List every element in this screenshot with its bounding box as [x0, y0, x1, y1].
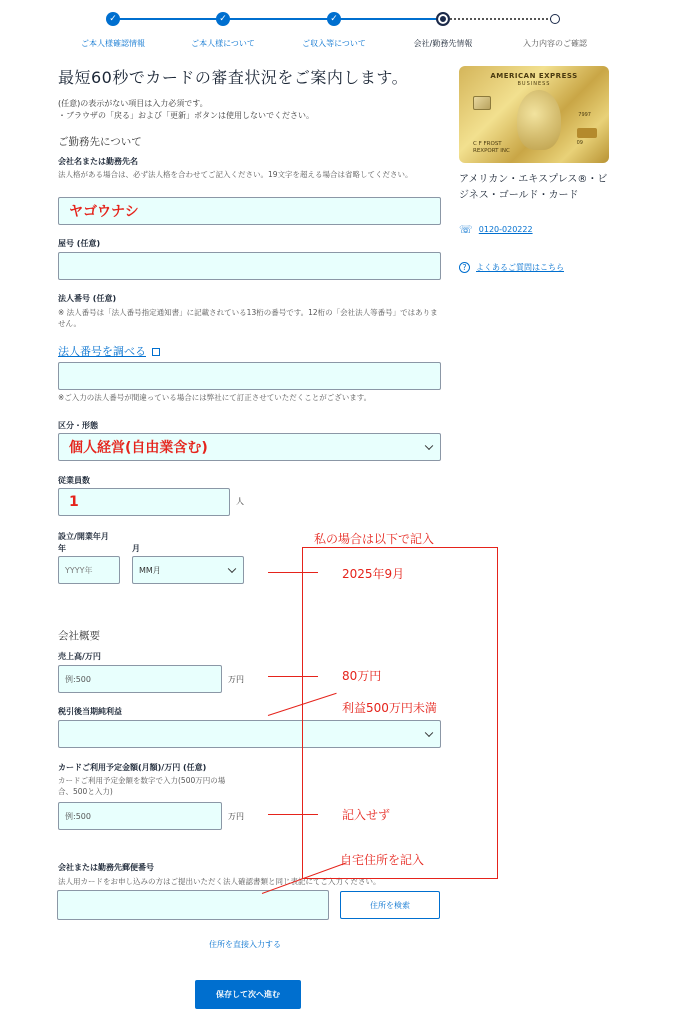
phone-icon: ☏ [459, 223, 473, 236]
company-name-label: 会社名または勤務先名 [58, 157, 138, 166]
annotation-sales: 80万円 [342, 669, 382, 683]
chevron-down-icon [425, 442, 433, 450]
step-1-complete-icon: ✓ [106, 12, 120, 26]
employees-label: 従業員数 [58, 476, 90, 485]
step-4-label: 会社/勤務先情報 [413, 39, 473, 48]
established-month-label: 月 [132, 544, 140, 553]
business-type-label: 区分・形態 [58, 421, 98, 430]
step-5-future-icon [550, 14, 560, 24]
page-title: 最短60秒でカードの審査状況をご案内します。 [58, 68, 409, 87]
card-sub-brand: BUSINESS [517, 81, 551, 87]
sales-label: 売上高/万円 [58, 652, 101, 661]
corporate-number-help: ※ 法人番号は「法人番号指定通知書」に記載されている13桁の番号です。12桁の「会社法人等番号」ではありません。 [58, 308, 438, 328]
corporate-number-lookup-text[interactable]: 法人番号を調べる [58, 345, 146, 358]
corporate-number-footnote: ※ご入力の法人番号が間違っている場合には弊社にて訂正させていただくことがございます。 [58, 393, 372, 402]
card-brand: AMERICAN EXPRESS [490, 72, 578, 80]
established-year-input[interactable]: YYYY年 [58, 556, 120, 584]
external-link-icon[interactable] [152, 348, 160, 356]
direct-address-entry-link[interactable]: 住所を直接入力する [209, 940, 281, 949]
browser-warning-note: ・ブラウザの「戻る」および「更新」ボタンは使用しないでください。 [58, 111, 314, 120]
step-3-complete-icon: ✓ [327, 12, 341, 26]
stepper-progress-line [113, 18, 443, 20]
annotation-usage: 記入せず [342, 808, 391, 822]
card-holder-line1: C F FROST [473, 141, 502, 147]
card-chip-icon [473, 96, 491, 110]
card-logo-icon [577, 128, 597, 138]
step-3-label[interactable]: ご収入等について [302, 39, 366, 48]
corporate-number-input[interactable] [58, 362, 441, 390]
company-name-help: 法人格がある場合は、必ず法人格を合わせてご記入ください。19文字を超える場合は省略してください。 [58, 170, 413, 179]
company-name-input[interactable]: ヤゴウナシ [58, 197, 441, 225]
step-2-complete-icon: ✓ [216, 12, 230, 26]
centurion-icon [517, 90, 561, 150]
postal-label: 会社または勤務先郵便番号 [58, 863, 154, 872]
sales-unit: 万円 [228, 675, 244, 684]
stepper-remaining-line [443, 18, 555, 20]
step-2-label[interactable]: ご本人様について [191, 39, 255, 48]
established-year-label: 年 [58, 544, 66, 553]
required-note: (任意)の表示がない項目は入力必須です。 [58, 99, 208, 108]
annotation-established: 2025年9月 [342, 567, 405, 581]
step-5-label: 入力内容のご確認 [523, 39, 587, 48]
established-label: 設立/開業年月 [58, 532, 109, 541]
phone-number[interactable]: 0120-020222 [478, 225, 533, 234]
annotation-profit: 利益500万円未満 [342, 701, 437, 715]
annotation-line [268, 572, 318, 573]
employer-section-heading: ご勤務先について [58, 136, 142, 148]
step-1-label[interactable]: ご本人様確認情報 [81, 39, 145, 48]
card-name: アメリカン・エキスプレス®・ビジネス・ゴールド・カード [459, 174, 608, 201]
annotation-box-title: 私の場合は以下で記入 [314, 532, 435, 546]
employees-unit: 人 [236, 497, 244, 506]
planned-usage-label: カードご利用予定金額(月額)/万円 (任意) [58, 763, 207, 772]
planned-usage-unit: 万円 [228, 812, 244, 821]
established-month-value: MM月 [139, 565, 161, 575]
corporate-number-lookup-link[interactable] [58, 343, 160, 359]
step-4-current-icon [436, 12, 450, 26]
faq-link[interactable] [459, 262, 564, 273]
address-search-button[interactable]: 住所を検索 [340, 891, 440, 919]
card-number-partial: 7997 [578, 112, 591, 118]
faq-text[interactable]: よくあるご質問はこちら [476, 263, 564, 272]
corporate-number-label: 法人番号 (任意) [58, 294, 117, 303]
trade-name-input[interactable] [58, 252, 441, 280]
business-type-select[interactable] [58, 433, 441, 461]
annotation-postal: 自宅住所を記入 [340, 853, 425, 867]
established-month-select[interactable] [132, 556, 244, 584]
annotation-line [268, 814, 318, 815]
postal-help: 法人用カードをお申し込みの方はご提出いただく法人確認書類と同じ表記にてご入力ください。 [58, 877, 381, 886]
annotation-line [268, 676, 318, 677]
card-image [459, 66, 609, 163]
phone-link[interactable] [459, 223, 533, 236]
company-overview-heading: 会社概要 [58, 630, 100, 642]
help-circle-icon: ? [459, 262, 470, 273]
planned-usage-input[interactable]: 例:500 [58, 802, 222, 830]
save-and-next-button[interactable]: 保存して次へ進む [195, 980, 301, 1009]
business-type-value: 個人経営(自由業含む) [69, 440, 208, 456]
chevron-down-icon [228, 565, 236, 573]
sales-input[interactable]: 例:500 [58, 665, 222, 693]
card-expiry: 09 [576, 140, 583, 146]
employees-input[interactable]: 1 [58, 488, 230, 516]
postal-input[interactable] [57, 890, 329, 920]
card-holder-line2: REXPORT INC [473, 148, 510, 154]
card-holder [473, 141, 510, 155]
net-income-label: 税引後当期純利益 [58, 707, 122, 716]
trade-name-label: 屋号 (任意) [58, 239, 101, 248]
planned-usage-help-line1: カードご利用予定金額を数字で入力(500万円の場 [58, 776, 226, 785]
planned-usage-help-line2: 合、500と入力) [58, 787, 113, 796]
